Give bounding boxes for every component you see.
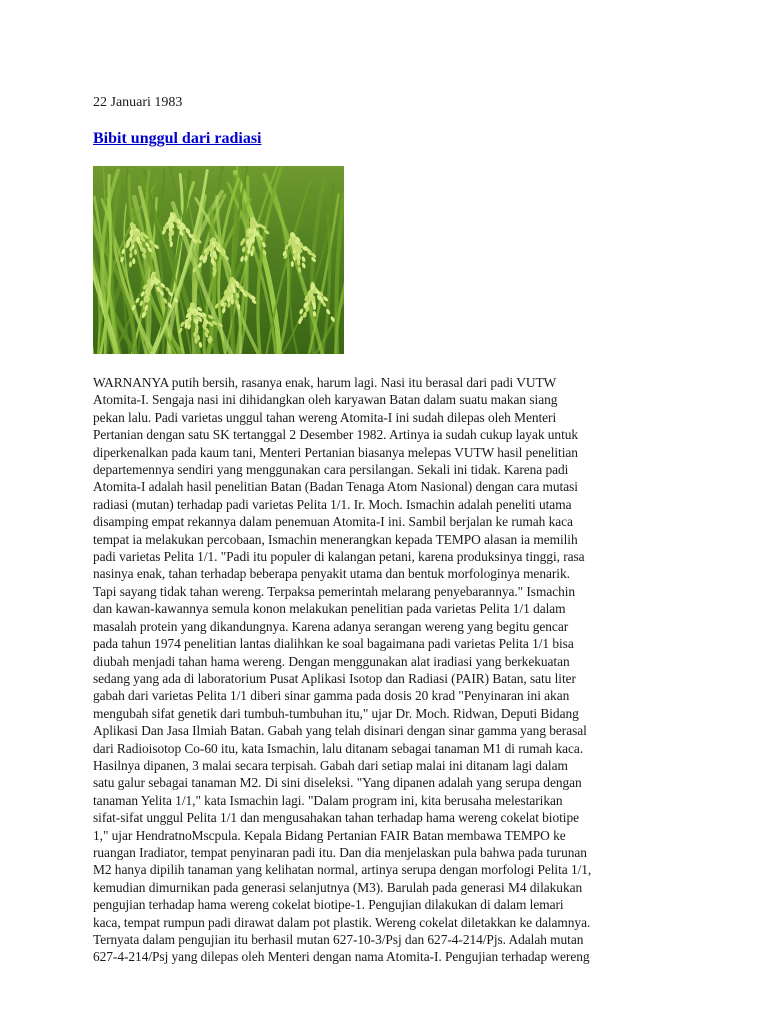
body-line: disamping empat rekannya dalam penemuan Atomita-I ini. Sambil berjalan ke rumah kaca: [93, 514, 573, 530]
article-date: 22 Januari 1983: [93, 95, 183, 110]
body-line: Tapi sayang tidak tahan wereng. Terpaksa pemerintah melarang penyebarannya." Ismachin: [93, 583, 576, 599]
body-line: Ternyata dalam pengujian itu berhasil mutan 627-10-3/Psj dan 627-4-214/Pjs. Adalah mutan: [93, 932, 584, 947]
body-line: nasinya enak, tahan terhadap beberapa penyakit utama dan bentuk morfologinya menarik.: [93, 566, 570, 582]
body-line: pengujian terhadap hama wereng cokelat biotipe-1. Pengujian dilakukan di dalam lemari: [93, 897, 564, 913]
article-title-link[interactable]: Bibit unggul dari radiasi: [93, 130, 262, 147]
body-line: 627-4-214/Psj yang dilepas oleh Menteri dengan nama Atomita-I. Pengujian terhadap wereng: [93, 949, 590, 965]
body-line: dari Radioisotop Co-60 itu, kata Ismachin, lalu ditanam sebagai tanaman M1 di rumah kaca.: [93, 740, 584, 756]
body-line: radiasi (mutan) terhadap padi varietas Pelita 1/1. Ir. Moch. Ismachin adalah peneliti utama: [93, 496, 572, 512]
body-line: Atomita-I adalah hasil penelitian Batan (Badan Tenaga Atom Nasional) dengan cara mutasi: [93, 479, 578, 495]
body-line: masalah protein yang dikandungnya. Karena adanya serangan wereng yang begitu gencar: [93, 618, 569, 634]
body-line: diperkenalkan pada kaum tani, Menteri Pertanian biasanya melepas VUTW hasil penelitian: [93, 444, 578, 460]
body-line: 1," ujar HendratnoMscpula. Kepala Bidang Pertanian FAIR Batan membawa TEMPO ke: [93, 827, 566, 843]
body-line: ruangan Iradiator, tempat penyinaran padi itu. Dan dia menjelaskan pula bahwa pada turunan: [93, 844, 587, 860]
body-line: M2 hanya dipilih tanaman yang kelihatan normal, artinya serupa dengan morfologi Pelita 1/1,: [93, 862, 592, 878]
body-line: kemudian dimurnikan pada generasi selanjutnya (M3). Barulah pada generasi M4 dilakukan: [93, 879, 583, 895]
body-line: dan kawan-kawannya semula konon melakukan penelitian pada varietas Pelita 1/1 dalam: [93, 601, 566, 617]
body-line: departemennya sendiri yang menggunakan cara persilangan. Sekali ini tidak. Karena padi: [93, 462, 569, 478]
body-line: tanaman Yelita 1/1," kata Ismachin lagi. "Dalam program ini, kita berusaha melestarikan: [93, 792, 563, 808]
body-line: padi varietas Pelita 1/1. "Padi itu populer di kalangan petani, karena produksinya tinggi, rasa: [93, 549, 585, 565]
body-line: sifat-sifat unggul Pelita 1/1 dan mengusahakan tahan terhadap hama wereng cokelat biotipe: [93, 810, 580, 826]
body-line: Aplikasi Dan Jasa Ilmiah Batan. Gabah yang telah disinari dengan sinar gamma yang berasal: [93, 723, 587, 739]
body-line: kaca, tempat rumpun padi dirawat dalam pot plastik. Wereng cokelat diletakkan ke dalamnya.: [93, 914, 591, 930]
body-line: Atomita-I. Sengaja nasi ini dihidangkan oleh karyawan Batan dalam suatu makan siang: [93, 392, 558, 408]
body-line: gabah dari varietas Pelita 1/1 diberi sinar gamma pada dosis 20 krad "Penyinaran ini akan: [93, 688, 570, 704]
body-line: sedang yang ada di laboratorium Pusat Aplikasi Isotop dan Radiasi (PAIR) Batan, satu liter: [93, 670, 576, 686]
body-line: tempat ia melakukan percobaan, Ismachin menerangkan kepada TEMPO alasan ia memilih: [93, 531, 578, 547]
rice-plant-photo: [93, 166, 344, 354]
body-line: mengubah sifat genetik dari tumbuh-tumbuhan itu," ujar Dr. Moch. Ridwan, Deputi Bidang: [93, 705, 579, 721]
body-line: Hasilnya dipanen, 3 malai secara terpisah. Gabah dari setiap malai ini ditanam lagi dalam: [93, 757, 568, 773]
body-line: pada tahun 1974 penelitian lantas dialihkan ke soal bagaimana padi varietas Pelita 1/1 bisa: [93, 636, 574, 652]
body-line: Pertanian dengan satu SK tertanggal 2 Desember 1982. Artinya ia sudah cukup layak untuk: [93, 427, 579, 443]
body-line: pekan lalu. Padi varietas unggul tahan wereng Atomita-I ini sudah dilepas oleh Menteri: [93, 409, 557, 425]
article-body: [93, 374, 683, 966]
body-line: WARNANYA putih bersih, rasanya enak, harum lagi. Nasi itu berasal dari padi VUTW: [93, 375, 557, 390]
body-line: satu galur sebagai tanaman M2. Di sini diseleksi. "Yang dipanen adalah yang serupa dengan: [93, 775, 582, 791]
body-line: diubah menjadi tahan hama wereng. Dengan menggunakan alat iradiasi yang berkekuatan: [93, 653, 570, 669]
